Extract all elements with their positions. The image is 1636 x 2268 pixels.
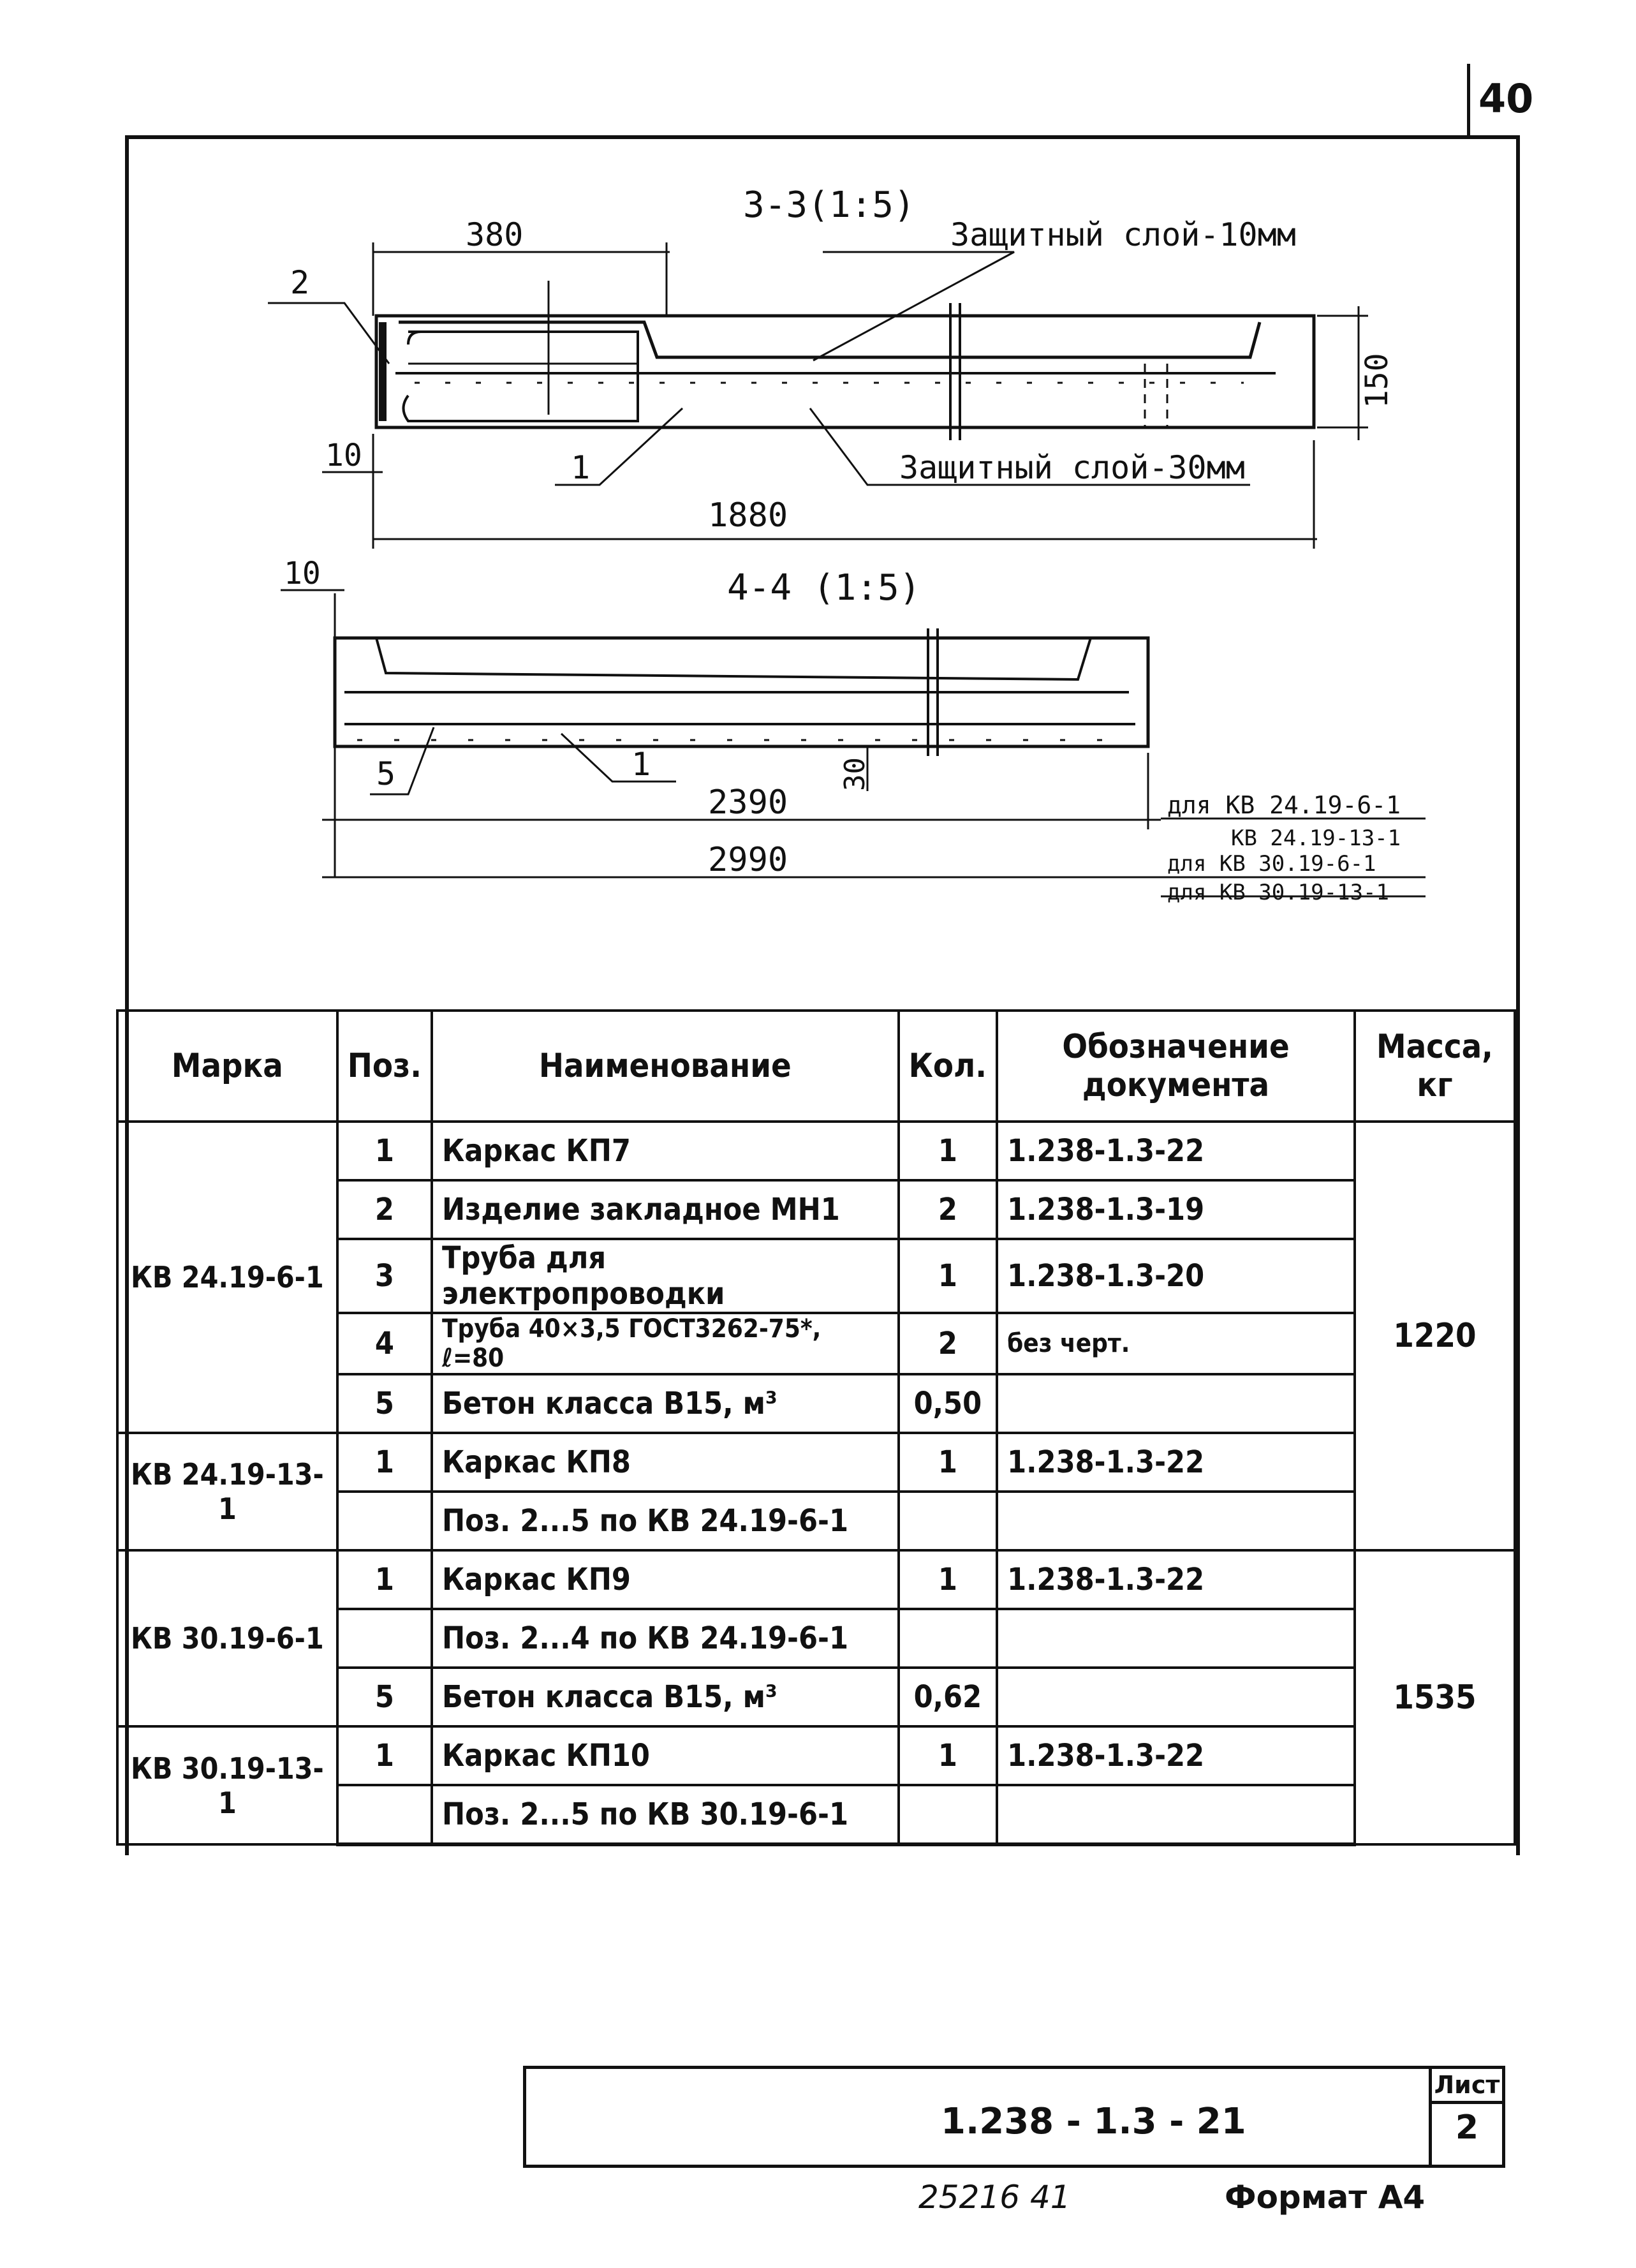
pos-cell: 5 [337,1374,432,1433]
name-cell: Каркас КП10 [432,1726,899,1785]
mass-cell: 1220 [1355,1122,1515,1550]
doc-cell: 1.238-1.3-22 [997,1433,1355,1492]
pos-cell: 2 [337,1180,432,1239]
dim-2990: 2990 [708,841,788,879]
name-cell: Бетон класса В15, м³ [432,1668,899,1726]
pos-1-callout-a: 1 [571,449,591,486]
dim-30: 30 [839,757,871,791]
pos-cell: 1 [337,1550,432,1609]
qty-cell: 1 [899,1433,997,1492]
section-drawings [0,0,1636,1008]
pos-cell: 1 [337,1433,432,1492]
header-mass: Масса, кг [1355,1011,1515,1122]
protect-layer-30-label: Защитный слой-30мм [899,449,1245,486]
pos-5-callout: 5 [376,755,396,792]
table-header-row [117,1011,1515,1122]
doc-cell [997,1492,1355,1550]
qty-cell [899,1609,997,1668]
qty-cell [899,1492,997,1550]
dim-2390: 2390 [708,783,788,822]
qty-cell: 1 [899,1726,997,1785]
qty-cell: 0,50 [899,1374,997,1433]
dim-380: 380 [466,216,524,253]
note-line-3: для КВ 30.19-6-1 [1167,851,1376,877]
section-3-3-title: 3-3(1:5) [743,184,915,226]
pos-cell: 1 [337,1122,432,1180]
pos-cell [337,1492,432,1550]
name-cell: Труба 40×3,5 ГОСТ3262-75*, ℓ=80 [432,1313,899,1374]
table-row [117,1726,1515,1785]
table-row [117,1550,1515,1609]
note-line-1: для КВ 24.19-6-1 [1167,791,1401,819]
qty-cell [899,1785,997,1844]
pos-cell [337,1609,432,1668]
pos-cell: 1 [337,1726,432,1785]
header-mark: Марка [117,1011,337,1122]
mark-cell: КВ 30.19-13-1 [117,1726,337,1844]
title-block [523,2066,1505,2168]
doc-cell: без черт. [997,1313,1355,1374]
name-cell: Поз. 2...5 по КВ 30.19-6-1 [432,1785,899,1844]
pos-cell: 4 [337,1313,432,1374]
doc-cell [997,1785,1355,1844]
mass-cell: 1535 [1355,1550,1515,1844]
pos-cell: 3 [337,1239,432,1313]
name-cell: Каркас КП9 [432,1550,899,1609]
document-code: 1.238 - 1.3 - 21 [941,2101,1246,2142]
pos-cell [337,1785,432,1844]
name-cell: Каркас КП7 [432,1122,899,1180]
sheet-number: 2 [1455,2109,1479,2147]
note-line-2: КВ 24.19-13-1 [1231,826,1401,851]
name-cell: Поз. 2...4 по КВ 24.19-6-1 [432,1609,899,1668]
doc-cell [997,1374,1355,1433]
doc-cell [997,1668,1355,1726]
dim-1880: 1880 [708,496,788,535]
pos-2-callout: 2 [290,264,310,301]
doc-cell: 1.238-1.3-22 [997,1550,1355,1609]
name-cell: Труба для электропроводки [432,1239,899,1313]
section-4-4-title: 4-4 (1:5) [727,567,921,609]
top-sheet-number: 40 [1478,75,1534,122]
qty-cell: 2 [899,1313,997,1374]
qty-cell: 1 [899,1239,997,1313]
specification-table [116,1009,1516,1846]
qty-cell: 1 [899,1550,997,1609]
qty-cell: 2 [899,1180,997,1239]
mark-cell: КВ 24.19-13-1 [117,1433,337,1550]
dim-10-a: 10 [325,438,362,473]
note-line-4: для КВ 30.19-13-1 [1167,880,1389,905]
table-row [117,1122,1515,1180]
header-name: Наименование [432,1011,899,1122]
protect-layer-10-label: Защитный слой-10мм [950,216,1296,253]
pos-cell: 5 [337,1668,432,1726]
sheet-label: Лист [1432,2069,1502,2104]
header-pos: Поз. [337,1011,432,1122]
doc-cell: 1.238-1.3-22 [997,1122,1355,1180]
name-cell: Поз. 2...5 по КВ 24.19-6-1 [432,1492,899,1550]
name-cell: Бетон класса В15, м³ [432,1374,899,1433]
name-cell: Каркас КП8 [432,1433,899,1492]
name-cell: Изделие закладное МН1 [432,1180,899,1239]
qty-cell: 0,62 [899,1668,997,1726]
dim-150: 150 [1359,353,1395,408]
qty-cell: 1 [899,1122,997,1180]
sheet-box [1429,2069,1502,2165]
pos-1-callout-b: 1 [631,746,651,783]
dim-10-b: 10 [284,556,321,591]
doc-cell: 1.238-1.3-19 [997,1180,1355,1239]
table-row [117,1433,1515,1492]
doc-cell: 1.238-1.3-20 [997,1239,1355,1313]
header-doc: Обозначение документа [997,1011,1355,1122]
format-label: Формат А4 [1225,2179,1426,2216]
doc-cell [997,1609,1355,1668]
mark-cell: КВ 24.19-6-1 [117,1122,337,1433]
mark-cell: КВ 30.19-6-1 [117,1550,337,1726]
doc-cell: 1.238-1.3-22 [997,1726,1355,1785]
header-qty: Кол. [899,1011,997,1122]
inventory-number: 25216 41 [918,2179,1071,2216]
